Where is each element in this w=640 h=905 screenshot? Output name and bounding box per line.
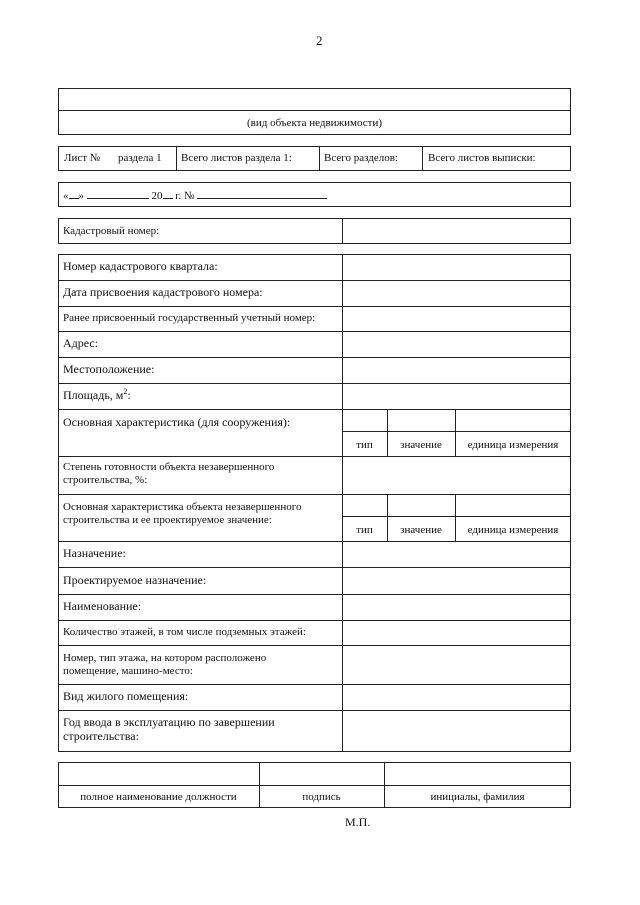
date-close-quote: » [78, 190, 84, 202]
signature-row-divider [58, 785, 571, 786]
area-label [63, 389, 131, 403]
row-divider [58, 306, 571, 307]
row-divider [58, 456, 571, 457]
name-label: Наименование: [63, 599, 142, 613]
section-label: раздела 1 [118, 152, 162, 164]
prev-number-label: Ранее присвоенный государственный учетный номер: [63, 312, 316, 324]
address-label: Адрес: [63, 336, 99, 350]
unfinished-char-unit-header: единица измерения [467, 524, 559, 536]
row-divider [58, 409, 571, 410]
date-open-quote: « [63, 190, 69, 202]
total-extract-sheets-label: Всего листов выписки: [428, 152, 536, 164]
number-blank [197, 188, 327, 199]
object-type-divider [58, 110, 571, 111]
number-prefix: г. № [175, 190, 195, 202]
signature-sign-label: подпись [302, 791, 341, 803]
area-unit-superscript: 2 [123, 387, 128, 396]
sheet-no-label: Лист № [64, 152, 101, 164]
main-char-value-header: значение [400, 439, 442, 451]
purpose-label: Назначение: [63, 546, 126, 560]
floor-number-label: Номер, тип этажа, на котором расположено помещение, машино-место: [63, 652, 267, 677]
sheet-info-divider-1 [176, 146, 177, 171]
day-blank [69, 188, 79, 199]
readiness-label: Степень готовности объекта незавершенного строительства, %: [63, 461, 275, 486]
dwelling-type-label: Вид жилого помещения: [63, 689, 189, 703]
location-label: Местоположение: [63, 362, 155, 376]
year-blank [163, 188, 173, 199]
unfinished-char-label: Основная характеристика объекта незавершенного строительства и ее проектируемое значение: [63, 501, 302, 526]
row-divider [58, 645, 571, 646]
commission-year-label: Год ввода в эксплуатацию по завершении строительства: [63, 715, 275, 743]
stamp-mark: М.П. [345, 815, 371, 829]
area-label-text: Площадь, м [63, 388, 124, 402]
row-divider [58, 494, 571, 495]
main-char-type-header: тип [356, 439, 373, 451]
main-char-unit-header: единица измерения [467, 439, 559, 451]
unfinished-char-subgrid-divider [342, 516, 571, 517]
row-divider [58, 280, 571, 281]
row-divider [58, 383, 571, 384]
sheet-info-divider-3 [422, 146, 423, 171]
row-divider [58, 594, 571, 595]
row-divider [58, 710, 571, 711]
row-divider [58, 620, 571, 621]
year-prefix: 20 [151, 190, 163, 202]
row-divider [58, 541, 571, 542]
page-number: 2 [316, 33, 323, 48]
row-divider [58, 331, 571, 332]
cadastral-number-divider [342, 218, 343, 244]
signature-name-label: инициалы, фамилия [430, 791, 525, 803]
unfinished-char-value-header: значение [400, 524, 442, 536]
attributes-value-column-divider [342, 254, 343, 752]
area-label-colon: : [127, 388, 131, 402]
sheet-info-divider-2 [319, 146, 320, 171]
cadastral-number-label: Кадастровый номер: [63, 225, 160, 237]
projected-purpose-label: Проектируемое назначение: [63, 573, 207, 587]
total-section-sheets-label: Всего листов раздела 1: [181, 152, 292, 164]
signature-position-label: полное наименование должности [80, 791, 237, 803]
unfinished-char-type-header: тип [356, 524, 373, 536]
month-blank [87, 188, 149, 199]
row-divider [58, 684, 571, 685]
quarter-label: Номер кадастрового квартала: [63, 259, 218, 273]
row-divider [58, 567, 571, 568]
main-char-subgrid-divider [342, 431, 571, 432]
row-divider [58, 357, 571, 358]
assign-date-label: Дата присвоения кадастрового номера: [63, 285, 263, 299]
object-type-caption: (вид объекта недвижимости) [246, 117, 383, 129]
main-char-label: Основная характеристика (для сооружения): [63, 415, 291, 429]
date-line [63, 188, 327, 203]
floors-label: Количество этажей, в том числе подземных этажей: [63, 626, 306, 638]
total-sections-label: Всего разделов: [324, 152, 398, 164]
